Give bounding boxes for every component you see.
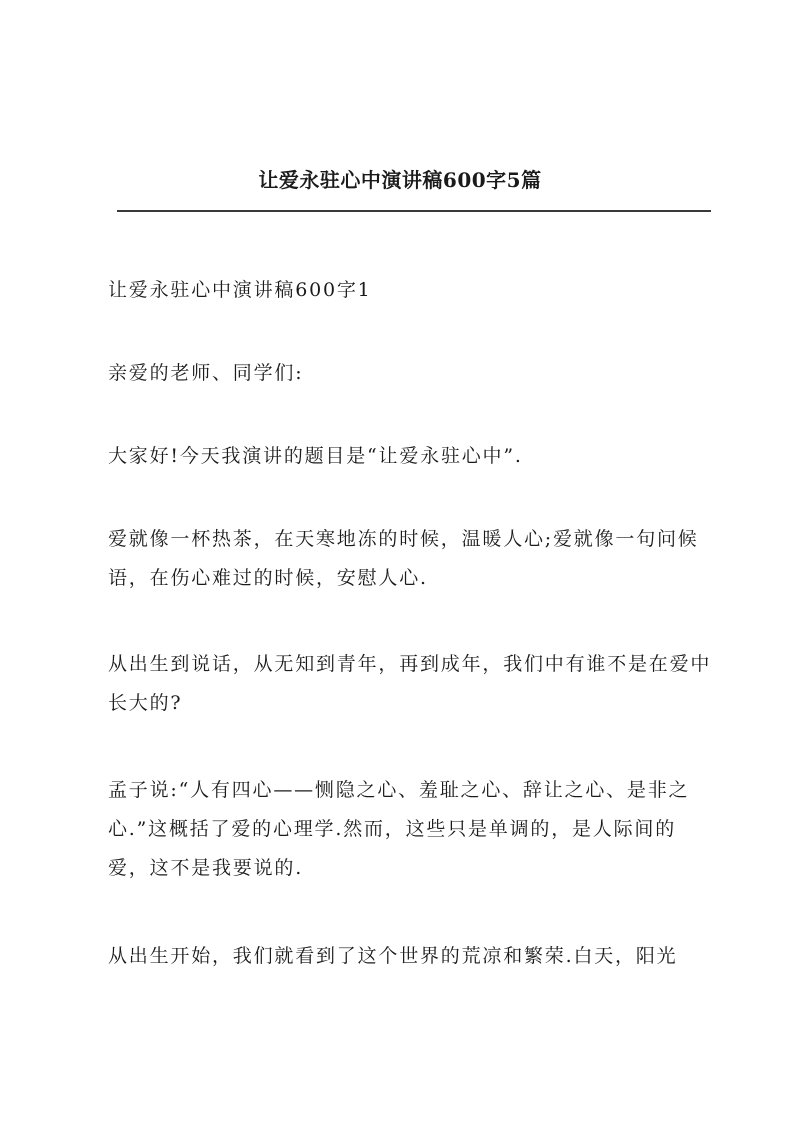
body-paragraph: 从出生开始，我们就看到了这个世界的荒凉和繁荣.白天，阳光 [108, 945, 678, 967]
section-heading: 让爱永驻心中演讲稿600字1 [108, 279, 372, 301]
title-underline-divider [117, 210, 711, 212]
salutation-paragraph: 亲爱的老师、同学们: [108, 362, 304, 384]
body-paragraph: 大家好!今天我演讲的题目是“让爱永驻心中”. [108, 445, 523, 467]
document-title: 让爱永驻心中演讲稿600字5篇 [258, 168, 542, 192]
body-paragraph: 孟子说:“人有四心——恻隐之心、羞耻之心、辞让之心、是非之心.”这概括了爱的心理学.然而，这些只是单调的，是人际间的爱，这不是我要说的. [108, 779, 690, 879]
body-paragraph: 爱就像一杯热茶，在天寒地冻的时候，温暖人心;爱就像一句问候语，在伤心难过的时候，安慰人心. [108, 528, 699, 589]
body-paragraph: 从出生到说话，从无知到青年，再到成年，我们中有谁不是在爱中长大的? [108, 653, 712, 714]
